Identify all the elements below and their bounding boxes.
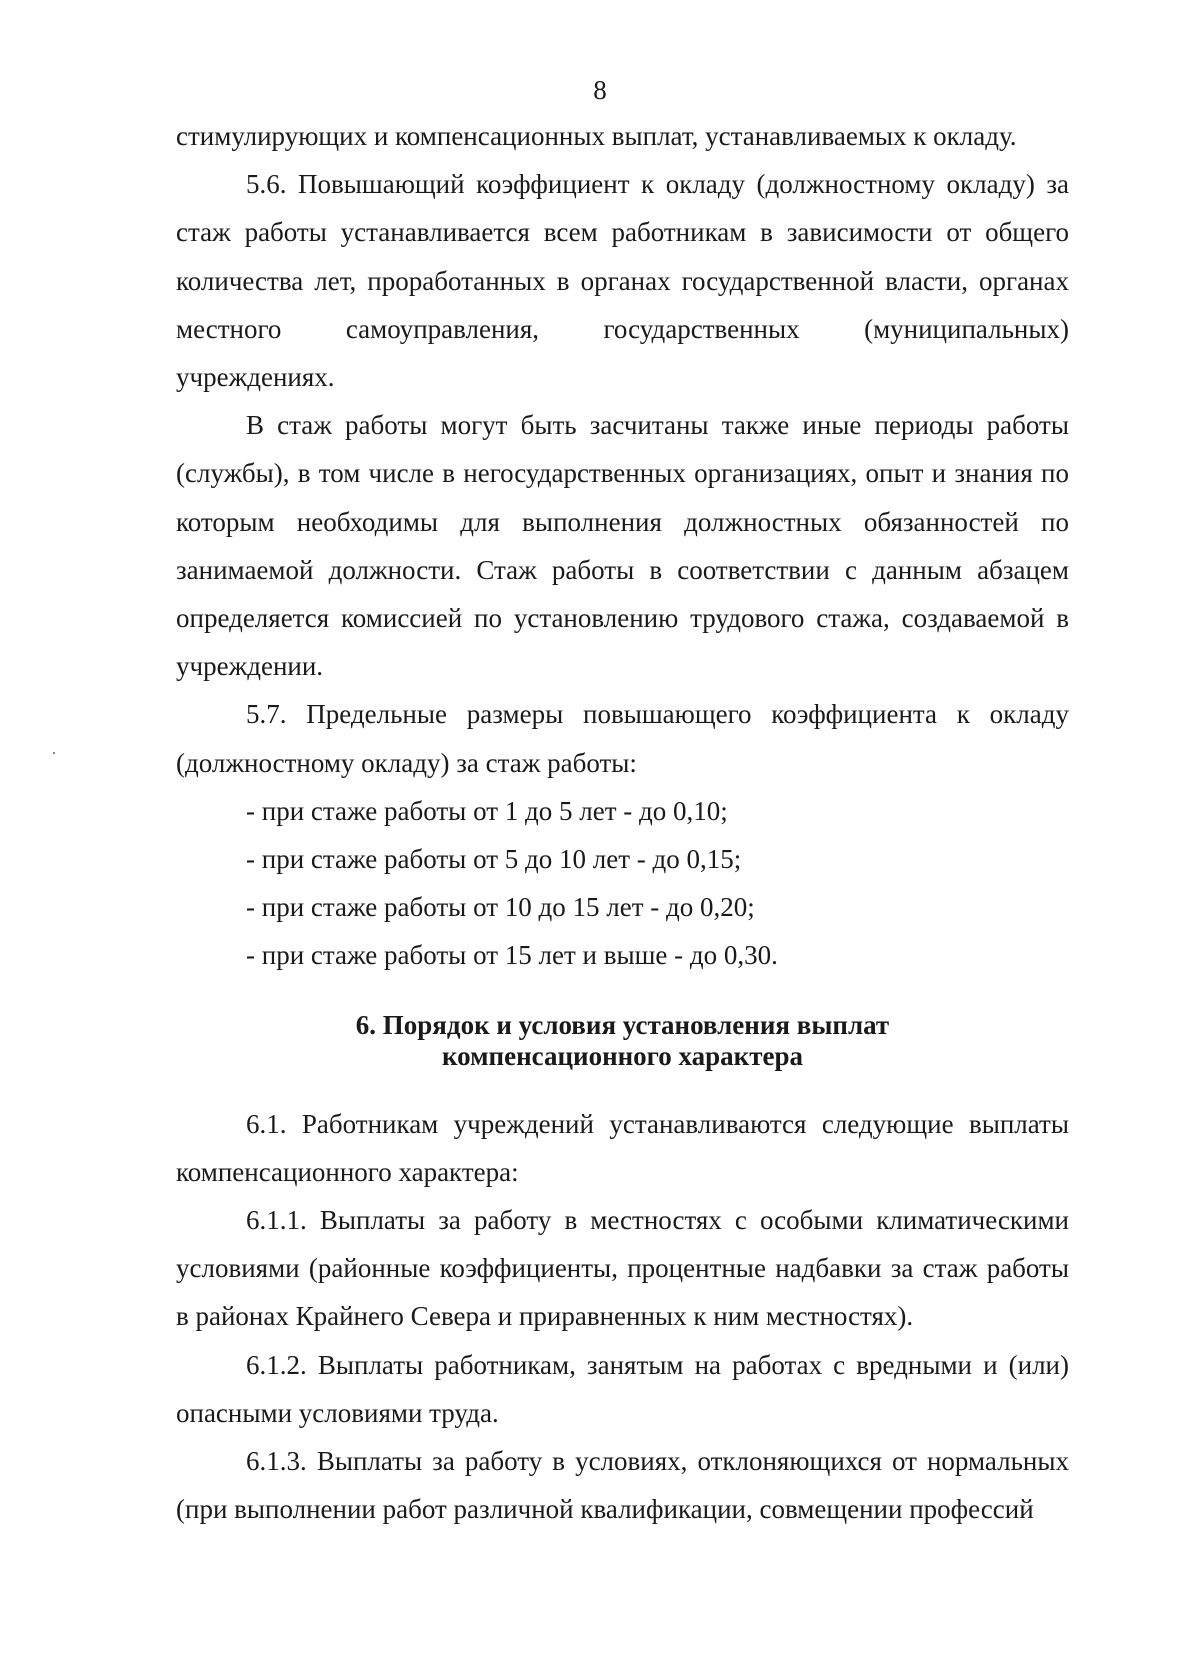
page-number: 8 <box>593 75 607 105</box>
section-6-heading-line-1: 6. Порядок и условия установления выплат <box>355 1009 890 1040</box>
list-item-coefficient-4: - при стаже работы от 15 лет и выше - до 0,30. <box>246 940 778 971</box>
section-6-heading <box>176 1010 1069 1072</box>
list-item-coefficient-1: - при стаже работы от 1 до 5 лет - до 0,10; <box>246 795 728 826</box>
document-body <box>176 112 1069 1533</box>
paragraph-seniority-periods: В стаж работы могут быть засчитаны также иные периоды работы (службы), в том числе в негосударственных организациях, опыт и знания по которым необходимы для выполнения должностных обязанностей по занимаемой должности. Стаж работы в соответствии с данным абзацем определяется комиссией по установлению трудового стажа, создаваемой в учреждении. <box>176 410 1069 682</box>
paragraph-5-7: 5.7. Предельные размеры повышающего коэффициента к окладу (должностному окладу) за стаж работы: <box>176 699 1069 778</box>
paragraph-6-1: 6.1. Работникам учреждений устанавливаются следующие выплаты компенсационного характера: <box>176 1108 1069 1187</box>
paragraph-continuation: стимулирующих и компенсационных выплат, устанавливаемых к окладу. <box>176 121 1017 151</box>
list-item-coefficient-2: - при стаже работы от 5 до 10 лет - до 0,15; <box>246 844 742 875</box>
paragraph-5-6-tail: учреждениях. <box>176 362 335 393</box>
list-item-coefficient-3: - при стаже работы от 10 до 15 лет - до 0,20; <box>246 892 755 923</box>
paragraph-6-1-1: 6.1.1. Выплаты за работу в местностях с особыми климатическими условиями (районные коэффициенты, процентные надбавки за стаж работы в районах Крайнего Севера и приравненных к ним местностях). <box>176 1205 1069 1332</box>
paragraph-6-1-3: 6.1.3. Выплаты за работу в условиях, отклоняющихся от нормальных (при выполнении работ различной квалификации, совмещении профессий <box>176 1446 1069 1525</box>
paragraph-5-6: 5.6. Повышающий коэффициент к окладу (должностному окладу) за стаж работы устанавливается всем работникам в зависимости от общего количества лет, проработанных в органах государственной власти, органах местного самоуправления, государственных (муниципальных) <box>176 169 1069 344</box>
scan-speck <box>53 752 55 754</box>
section-6-heading-line-2: компенсационного характера <box>441 1040 804 1071</box>
paragraph-6-1-2: 6.1.2. Выплаты работникам, занятым на работах с вредными и (или) опасными условиями труда. <box>176 1349 1069 1428</box>
